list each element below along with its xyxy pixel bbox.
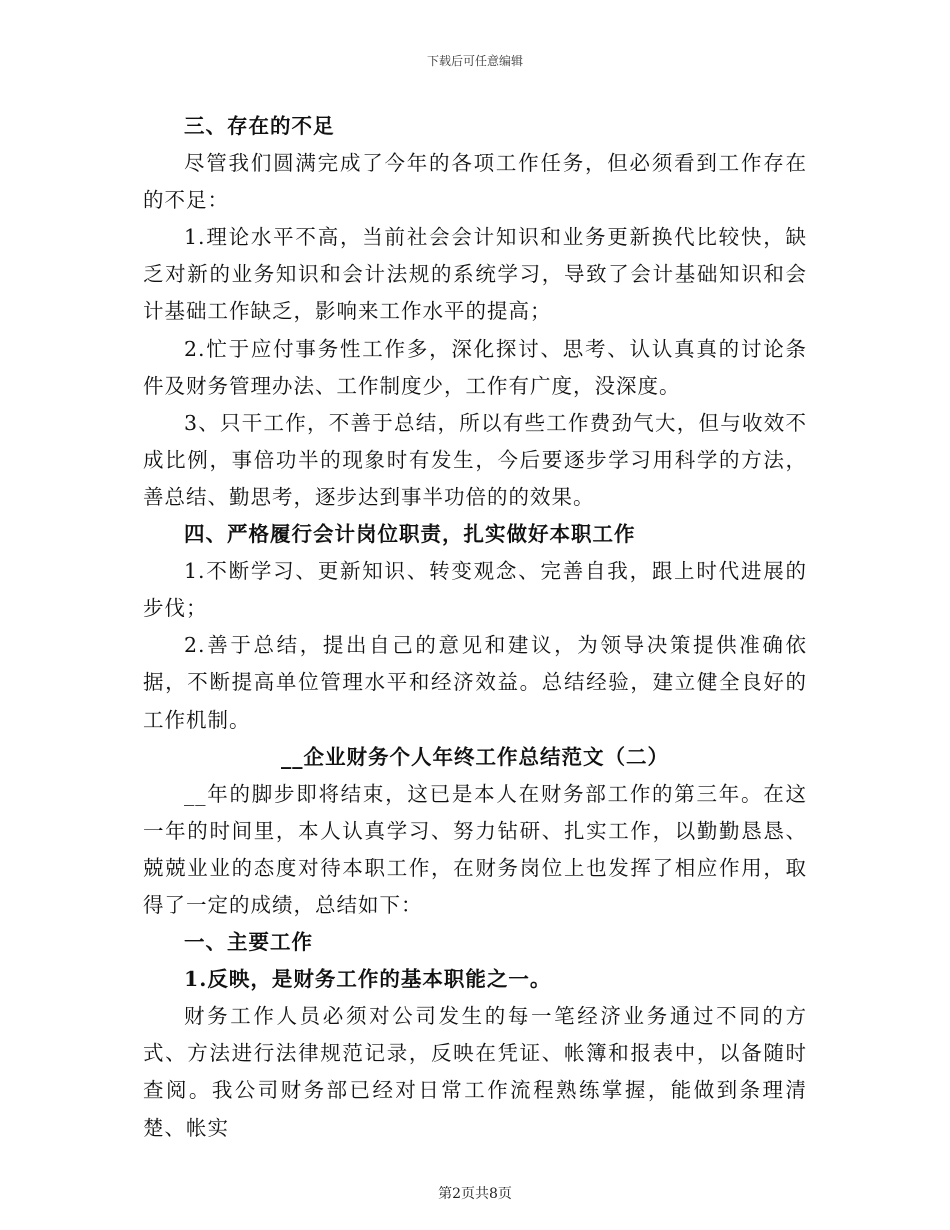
paragraph: 财务工作人员必须对公司发生的每一笔经济业务通过不同的方式、方法进行法律规范记录，反映在凭证、帐簿和报表中，以备随时查阅。我公司财务部已经对日常工作流程熟练掌握，能做到条理清楚、帐实 bbox=[143, 1004, 807, 1140]
paragraph: 1.理论水平不高，当前社会会计知识和业务更新换代比较快，缺乏对新的业务知识和会计法规的系统学习，导致了会计基础知识和会计基础工作缺乏，影响来工作水平的提高； bbox=[143, 225, 807, 324]
paragraph: 3、只干工作，不善于总结，所以有些工作费劲气大，但与收效不成比例，事倍功半的现象时有发生，今后要逐步学习用科学的方法，善总结、勤思考，逐步达到事半功倍的的效果。 bbox=[143, 410, 807, 509]
document-title: __企业财务个人年终工作总结范文（二） bbox=[281, 744, 669, 769]
section-heading-4: 四、严格履行会计岗位职责，扎实做好本职工作 bbox=[184, 522, 636, 547]
paragraph: __年的脚步即将结束，这已是本人在财务部工作的第三年。在这一年的时间里，本人认真学习、努力钻研、扎实工作，以勤勤恳恳、兢兢业业的态度对待本职工作，在财务岗位上也发挥了相应作用，取得了一定的成绩，总结如下： bbox=[143, 781, 807, 917]
section-heading-3: 三、存在的不足 bbox=[184, 114, 335, 138]
paragraph: 2.善于总结，提出自己的意见和建议，为领导决策提供准确依据，不断提高单位管理水平和经济效益。总结经验，建立健全良好的工作机制。 bbox=[143, 633, 807, 732]
paragraph: 1.不断学习、更新知识、转变观念、完善自我，跟上时代进展的步伐； bbox=[143, 559, 807, 621]
document-body bbox=[143, 108, 807, 1147]
subsection-heading: 1.反映，是财务工作的基本职能之一。 bbox=[184, 967, 552, 992]
page-header: 下载后可任意编辑 bbox=[426, 54, 523, 68]
paragraph: 尽管我们圆满完成了今年的各项工作任务，但必须看到工作存在的不足： bbox=[143, 151, 807, 213]
paragraph: 2.忙于应付事务性工作多，深化探讨、思考、认认真真的讨论条件及财务管理办法、工作制度少，工作有广度，没深度。 bbox=[143, 336, 807, 398]
section-heading-1: 一、主要工作 bbox=[184, 930, 313, 955]
page-footer: 第2页共8页 bbox=[438, 1186, 512, 1202]
